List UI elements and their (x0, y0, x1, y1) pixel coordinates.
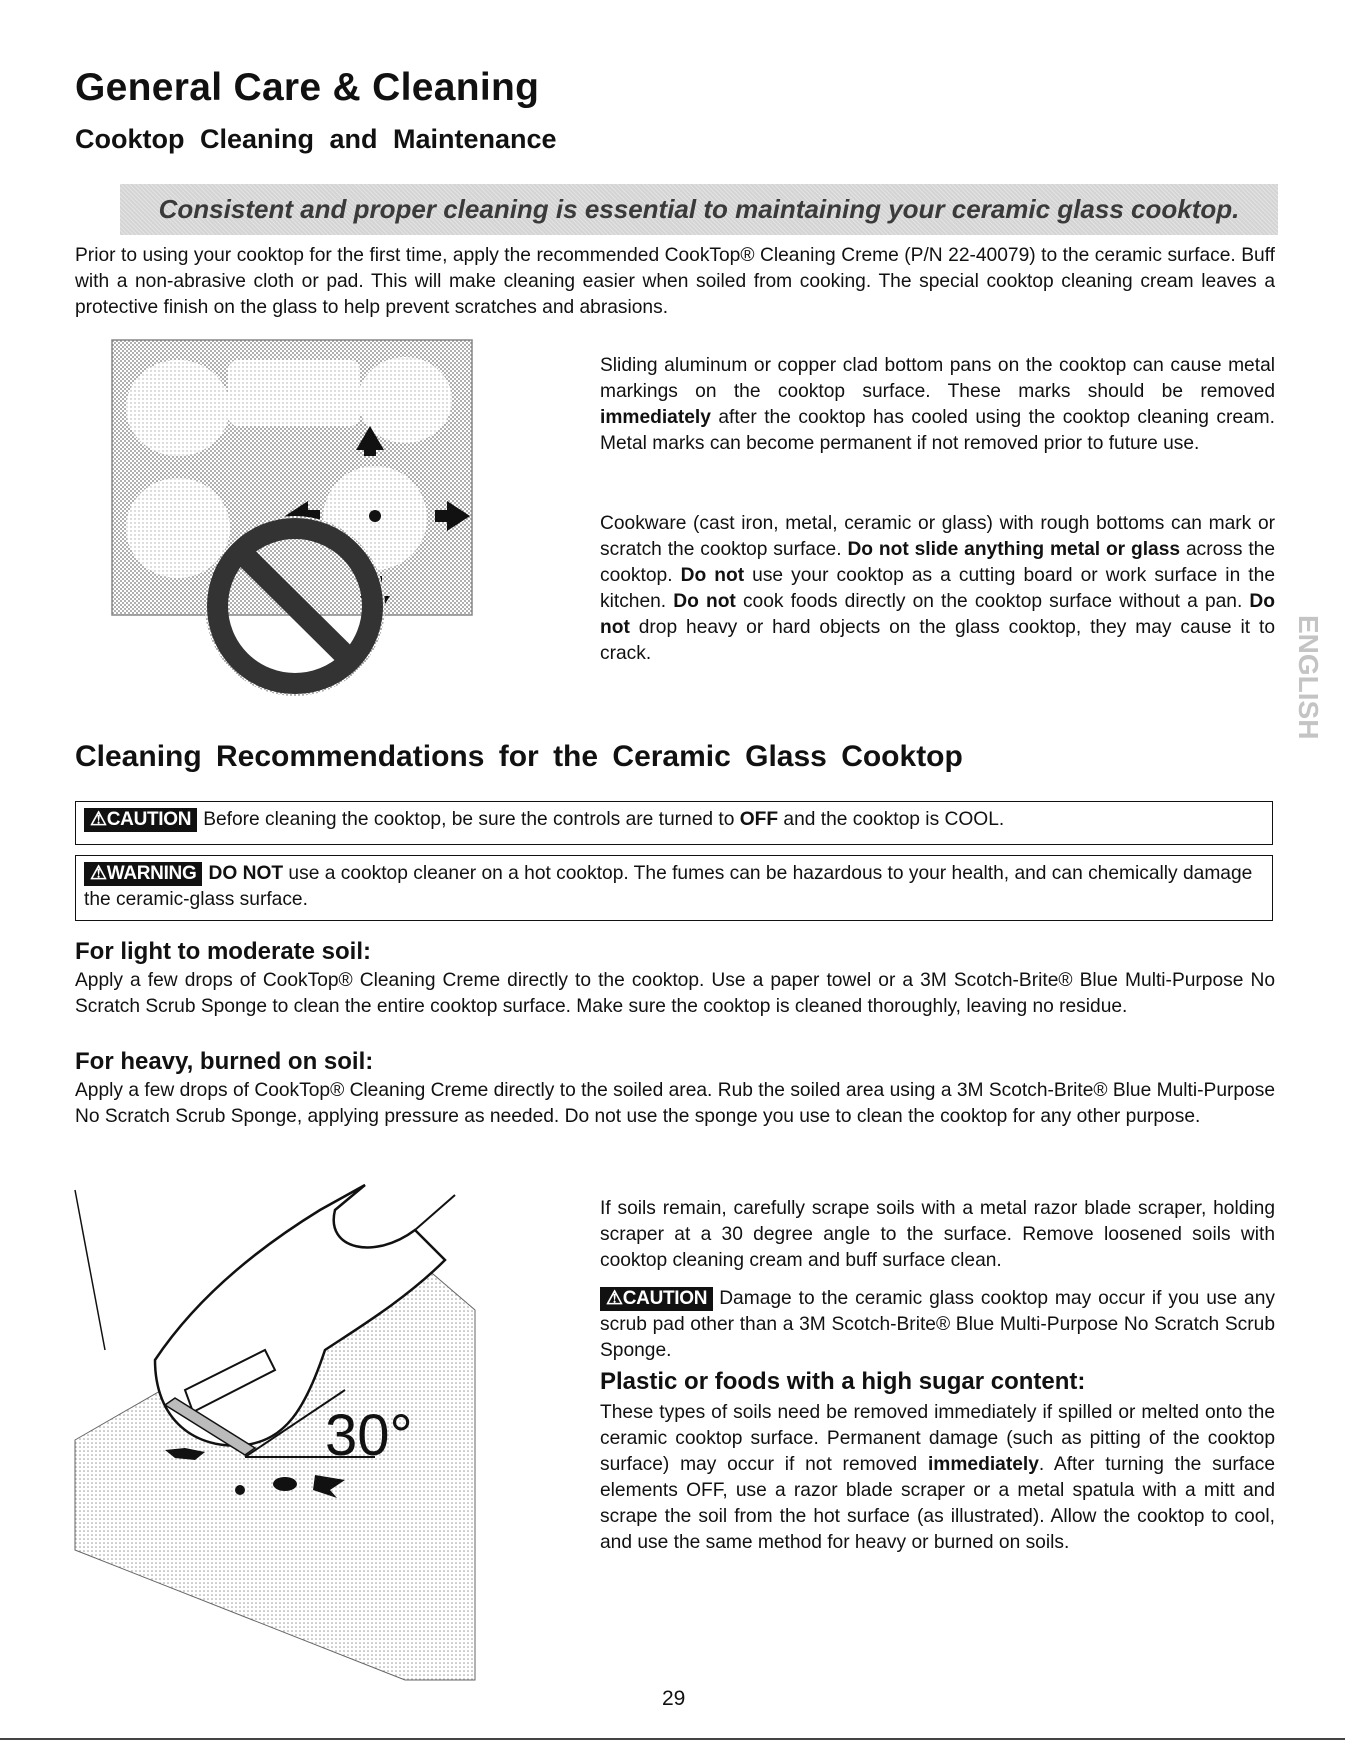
section-subtitle: Cooktop Cleaning and Maintenance (75, 124, 557, 154)
bottom-rule (0, 1738, 1345, 1740)
banner-text: Consistent and proper cleaning is essential to maintaining your ceramic glass cooktop. (158, 194, 1240, 224)
metal-marks-paragraph (600, 353, 1275, 457)
caution-scrub-pad (600, 1286, 1275, 1364)
cleaning-recommendations-heading: Cleaning Recommendations for the Ceramic Glass Cooktop (75, 740, 963, 773)
scraper-paragraph: If soils remain, carefully scrape soils with a metal razor blade scraper, holding scraper at a 30 degree angle to the surface. Remove loosened soils with cooktop cleaning cream and buff surface clean. (600, 1198, 1275, 1271)
caution-badge: ⚠CAUTION (84, 808, 197, 832)
cookware-emphasis-f: Do not (673, 591, 736, 612)
heavy-soil-heading: For heavy, burned on soil: (75, 1048, 374, 1075)
cooktop-no-slide-illustration (110, 338, 480, 693)
caution-box (75, 801, 1273, 845)
language-side-tab (1283, 615, 1324, 770)
cookware-text-i: drop heavy or hard objects on the glass cooktop, they may cause it to crack. (600, 617, 1275, 664)
sugar-emphasis: immediately (927, 1454, 1039, 1475)
intro-paragraph: Prior to using your cooktop for the first time, apply the recommended CookTop® Cleaning Creme (P/N 22-40079) to the ceramic surface. Buff with a non-abrasive cloth or pad. This will make cleaning easier when soiled from cooking. The special cooktop cleaning cream leaves a protective finish on the glass to help prevent scratches and abrasions. (75, 245, 1275, 318)
highlight-banner (120, 184, 1278, 235)
cookware-text-g: cook foods directly on the cooktop surface without a pan. (735, 591, 1250, 612)
heavy-soil-paragraph: Apply a few drops of CookTop® Cleaning Creme directly to the soiled area. Rub the soiled area using a 3M Scotch-Brite® Blue Multi-Purpose No Scratch Scrub Sponge, applying pressure as needed. Do not use the sponge you use to clean the cooktop for any other purpose. (75, 1080, 1275, 1127)
caution-scrub-text: Damage to the ceramic glass cooktop may occur if you use any scrub pad other than a 3M Scotch-Brite® Blue Multi-Purpose No Scratch Scrub Sponge. (600, 1288, 1275, 1361)
cookware-paragraph (600, 511, 1275, 667)
page-title: General Care & Cleaning (75, 66, 540, 109)
metal-marks-emphasis: immediately (600, 407, 711, 428)
cookware-text-a: Cookware (cast iron, metal, ceramic or glass) with rough bottoms can mark or scratch the cooktop surface. (600, 513, 1275, 560)
metal-marks-text-c: after the cooktop has cooled using the cooktop cleaning cream. Metal marks can become permanent if not removed prior to future use. (600, 407, 1275, 454)
metal-marks-text-a: Sliding aluminum or copper clad bottom pans on the cooktop can cause metal markings on the cooktop surface. These marks should be removed (600, 355, 1275, 402)
warning-badge: ⚠WARNING (84, 862, 202, 886)
cookware-emphasis-b: Do not slide anything metal or glass (847, 539, 1181, 560)
warning-text: use a cooktop cleaner on a hot cooktop. The fumes can be hazardous to your health, and can chemically damage the ceramic-glass surface. (84, 863, 1253, 910)
angle-label: 30° (325, 1403, 413, 1468)
cookware-emphasis-h: Do not (600, 591, 1275, 638)
warning-emphasis: DO NOT (208, 863, 284, 884)
caution-text-c: and the cooktop is COOL. (778, 809, 1005, 830)
cookware-text-e: use your cooktop as a cutting board or work surface in the kitchen. (600, 565, 1275, 612)
sugar-paragraph (600, 1400, 1275, 1556)
page-number: 29 (662, 1687, 686, 1710)
light-soil-heading: For light to moderate soil: (75, 938, 372, 965)
warning-box (75, 855, 1273, 921)
scraper-30-degree-illustration (75, 1190, 475, 1680)
sugar-text-c: . After turning the surface elements OFF, use a razor blade scraper or a metal spatula with a mitt and scrape the soil from the hot surface (as illustrated). Allow the cooktop to cool, and use the same method for heavy or burned on soils. (600, 1454, 1275, 1553)
cookware-emphasis-d: Do not (680, 565, 745, 586)
sugar-text-a: These types of soils need be removed immediately if spilled or melted onto the ceramic cooktop surface. Permanent damage (such as pitting of the cooktop surface) may occur if not removed (600, 1402, 1275, 1475)
light-soil-paragraph: Apply a few drops of CookTop® Cleaning Creme directly to the cooktop. Use a paper towel or a 3M Scotch-Brite® Blue Multi-Purpose No Scratch Scrub Sponge to clean the entire cooktop surface. Make sure the cooktop is cleaned thoroughly, leaving no residue. (75, 970, 1275, 1017)
caution-badge-2: ⚠CAUTION (600, 1287, 713, 1311)
caution-text-a: Before cleaning the cooktop, be sure the controls are turned to (203, 809, 740, 830)
side-tab-label (1283, 615, 1324, 765)
caution-emphasis: OFF (739, 809, 779, 830)
side-tab-text: ENGLISH (1293, 615, 1324, 740)
cookware-text-c: across the cooktop. (600, 539, 1275, 586)
sugar-heading: Plastic or foods with a high sugar content: (600, 1368, 1086, 1395)
